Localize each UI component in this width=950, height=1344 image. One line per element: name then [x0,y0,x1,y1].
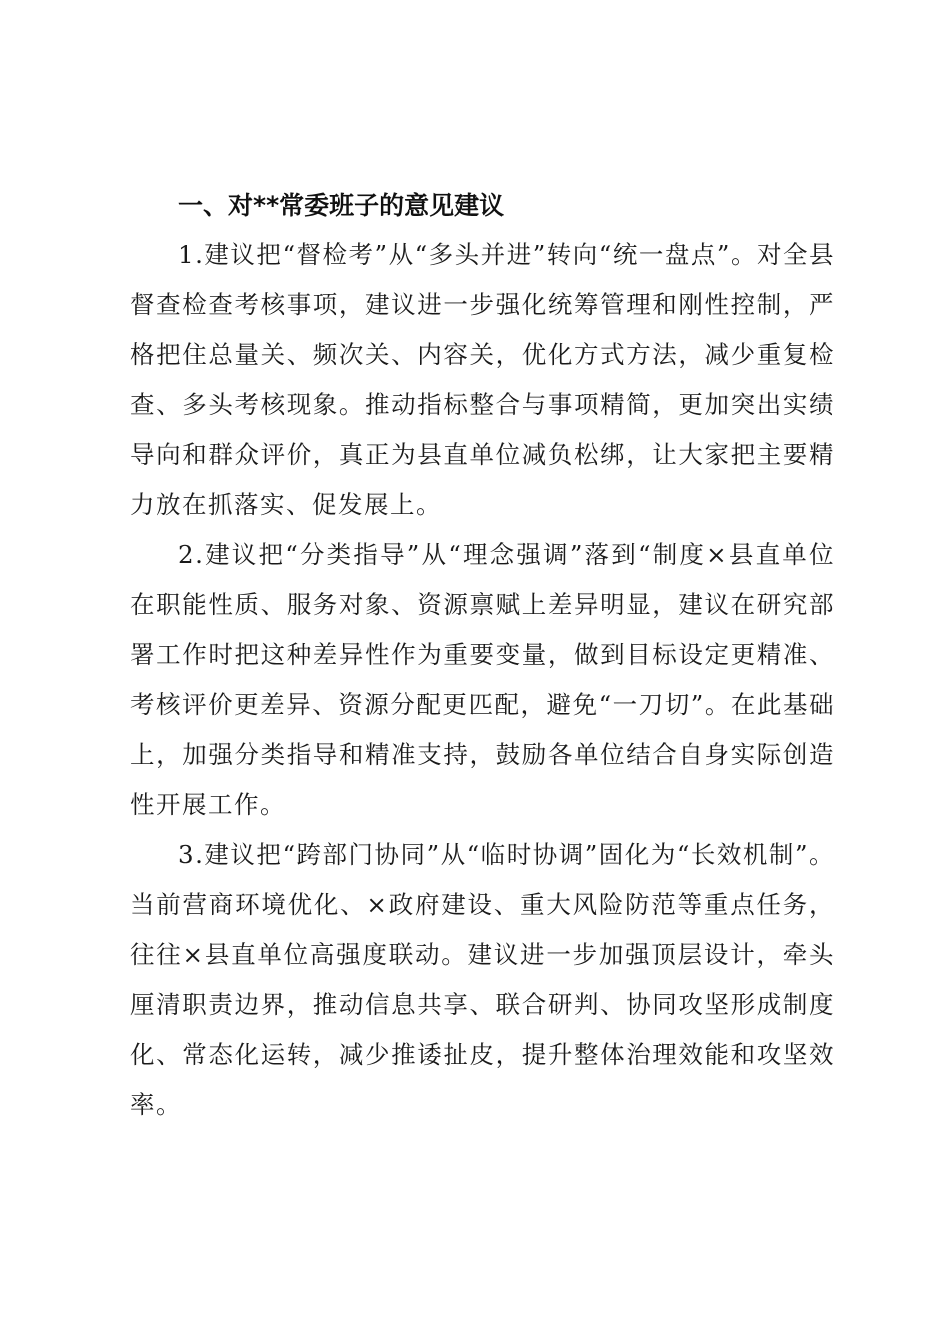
paragraph-suggestion-1: 1.建议把“督检考”从“多头并进”转向“统一盘点”。对全县督查检查考核事项，建议进一步强化统筹管理和刚性控制，严格把住总量关、频次关、内容关，优化方式方法，减少重复检查、多头考核现象。推动指标整合与事项精简，更加突出实绩导向和群众评价，真正为县直单位减负松绑，让大家把主要精力放在抓落实、促发展上。 [130,240,835,519]
paragraph-suggestion-2: 2.建议把“分类指导”从“理念强调”落到“制度×县直单位在职能性质、服务对象、资源禀赋上差异明显，建议在研究部署工作时把这种差异性作为重要变量，做到目标设定更精准、考核评价更差异、资源分配更匹配，避免“一刀切”。在此基础上，加强分类指导和精准支持，鼓励各单位结合自身实际创造性开展工作。 [130,540,835,819]
paragraph-suggestion-3: 3.建议把“跨部门协同”从“临时协调”固化为“长效机制”。当前营商环境优化、×政府建设、重大风险防范等重点任务，往往×县直单位高强度联动。建议进一步加强顶层设计，牵头厘清职责边界，推动信息共享、联合研判、协同攻坚形成制度化、常态化运转，减少推诿扯皮，提升整体治理效能和攻坚效率。 [130,840,835,1119]
section-heading: 一、对**常委班子的意见建议 [178,191,505,220]
